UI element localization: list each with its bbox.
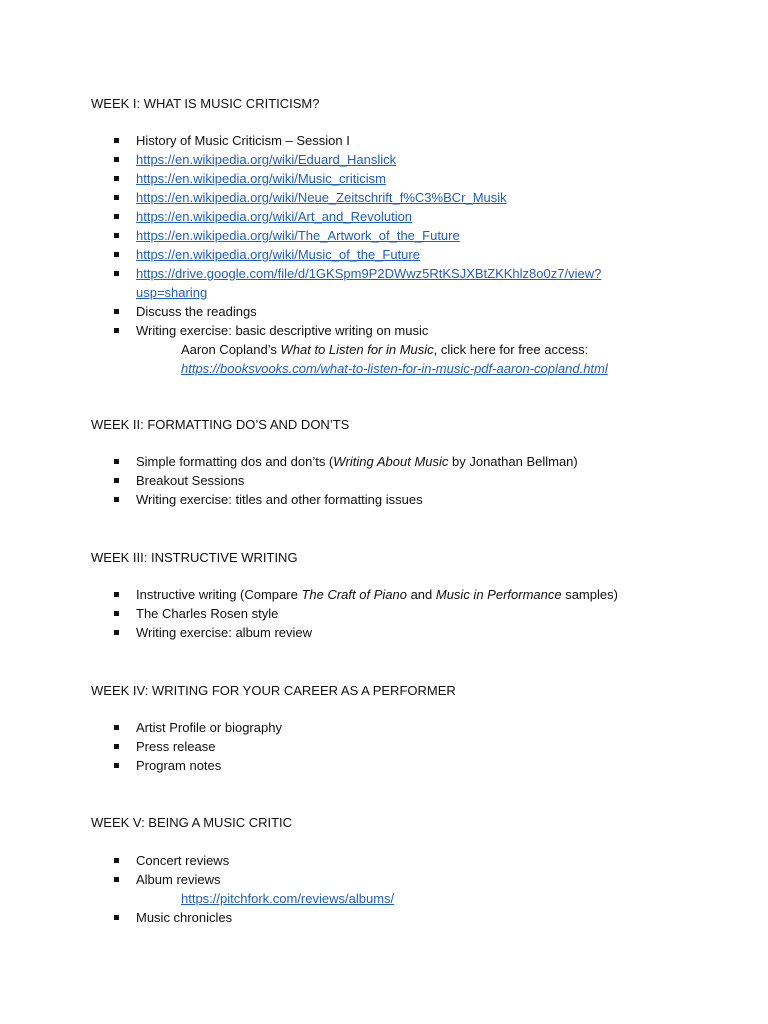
list-item [91,245,731,264]
list-item [91,264,731,302]
copland-link-row [91,359,731,378]
bullet-icon [114,195,119,200]
list-item-text: samples) [561,587,618,602]
book-title: The Craft of Piano [301,587,407,602]
bullet-icon [114,611,119,616]
list-item [91,321,731,340]
bullet-icon [114,877,119,882]
list-item [91,585,731,604]
list-item [91,623,731,642]
week-2-list [91,452,731,509]
list-item-text: The Charles Rosen style [136,606,279,621]
bullet-icon [114,592,119,597]
list-item-text: Music chronicles [136,910,233,925]
list-item [91,150,731,169]
bullet-icon [114,138,119,143]
book-title: Writing About Music [333,454,449,469]
copland-prefix: Aaron Copland’s [181,342,281,357]
week-1-list [91,131,731,340]
week-5-heading: WEEK V: BEING A MUSIC CRITIC [91,815,293,830]
bullet-icon [114,725,119,730]
bullet-icon [114,157,119,162]
bullet-icon [114,214,119,219]
week-1-heading: WEEK I: WHAT IS MUSIC CRITICISM? [91,96,320,111]
book-title: Music in Performance [435,587,562,602]
week-3-list [91,585,731,642]
google-drive-link-continued[interactable]: usp=sharing [136,285,208,300]
bullet-icon [114,744,119,749]
list-item-text: Artist Profile or biography [136,720,282,735]
artwork-of-the-future-link[interactable]: https://en.wikipedia.org/wiki/The_Artwork_of_the_Future [136,228,460,243]
bullet-icon [114,459,119,464]
list-item [91,302,731,321]
bullet-icon [114,915,119,920]
list-item-text: Writing exercise: basic descriptive writing on music [136,323,429,338]
list-item-text: and [406,587,436,602]
list-item [91,718,731,737]
copland-note [91,340,731,359]
week-2-section [91,415,731,509]
copland-book-title: What to Listen for in Music [280,342,434,357]
bullet-icon [114,478,119,483]
list-item-text: by Jonathan Bellman) [448,454,578,469]
copland-suffix: , click here for free access: [433,342,589,357]
google-drive-link[interactable]: https://drive.google.com/file/d/1GKSpm9P2DWwz5RtKSJXBtZKKhlz8o0z7/view? [136,266,602,281]
bullet-icon [114,309,119,314]
list-item-text: History of Music Criticism – Session I [136,133,350,148]
list-item [91,226,731,245]
list-item [91,908,731,927]
bullet-icon [114,252,119,257]
list-item-text: Program notes [136,758,222,773]
list-item-text: Discuss the readings [136,304,257,319]
list-item [91,188,731,207]
list-item [91,169,731,188]
list-item [91,756,731,775]
list-item-text: Press release [136,739,216,754]
week-5-list-continued [91,908,731,927]
list-item-text: Breakout Sessions [136,473,245,488]
bullet-icon [114,328,119,333]
week-3-heading: WEEK III: INSTRUCTIVE WRITING [91,550,298,565]
list-item [91,604,731,623]
bullet-icon [114,630,119,635]
week-5-list [91,851,731,889]
list-item-text: Writing exercise: titles and other formatting issues [136,492,423,507]
list-item-text: Album reviews [136,872,221,887]
bullet-icon [114,233,119,238]
bullet-icon [114,271,119,276]
week-3-section [91,548,731,642]
week-4-section [91,681,731,775]
list-item [91,490,731,509]
bullet-icon [114,763,119,768]
week-5-section [91,813,731,927]
neue-zeitschrift-link[interactable]: https://en.wikipedia.org/wiki/Neue_Zeitschrift_f%C3%BCr_Musik [136,190,507,205]
list-item [91,737,731,756]
pitchfork-link-row [91,889,731,908]
list-item-text: Simple formatting dos and don’ts ( [136,454,334,469]
music-of-the-future-link[interactable]: https://en.wikipedia.org/wiki/Music_of_the_Future [136,247,420,262]
week-4-list [91,718,731,775]
week-1-section [91,94,731,378]
list-item [91,851,731,870]
list-item-text: Instructive writing (Compare [136,587,302,602]
bullet-icon [114,858,119,863]
list-item [91,870,731,889]
copland-link[interactable]: https://booksvooks.com/what-to-listen-for-in-music-pdf-aaron-copland.html [181,361,608,376]
list-item [91,452,731,471]
bullet-icon [114,497,119,502]
list-item-text: Concert reviews [136,853,230,868]
art-and-revolution-link[interactable]: https://en.wikipedia.org/wiki/Art_and_Revolution [136,209,413,224]
list-item-text: Writing exercise: album review [136,625,313,640]
bullet-icon [114,176,119,181]
week-2-heading: WEEK II: FORMATTING DO’S AND DON’TS [91,417,350,432]
list-item [91,471,731,490]
music-criticism-link[interactable]: https://en.wikipedia.org/wiki/Music_criticism [136,171,386,186]
week-4-heading: WEEK IV: WRITING FOR YOUR CAREER AS A PERFORMER [91,683,456,698]
list-item [91,207,731,226]
list-item [91,131,731,150]
pitchfork-link[interactable]: https://pitchfork.com/reviews/albums/ [181,891,395,906]
hanslick-link[interactable]: https://en.wikipedia.org/wiki/Eduard_Hanslick [136,152,397,167]
